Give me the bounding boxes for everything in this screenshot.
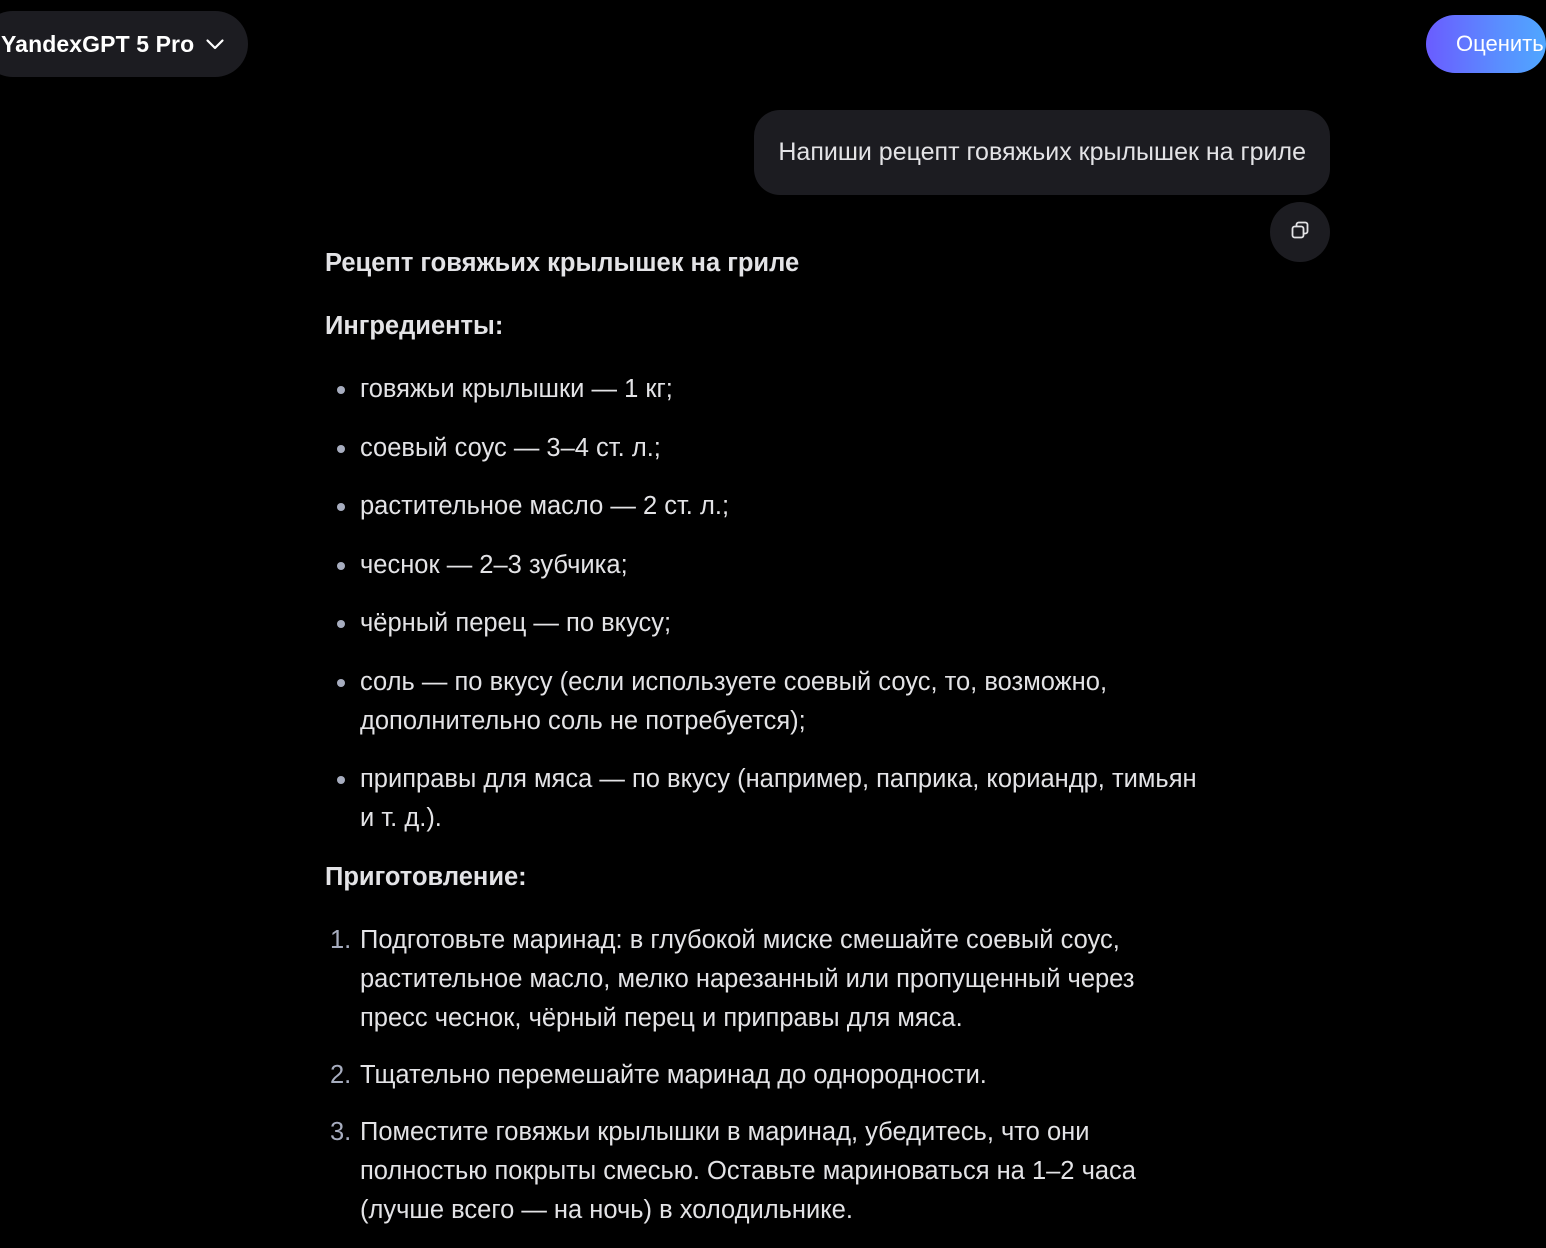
bullet-icon bbox=[337, 776, 345, 784]
bullet-icon bbox=[337, 503, 345, 511]
step-number: 3. bbox=[330, 1117, 352, 1146]
copy-icon bbox=[1290, 220, 1310, 245]
chevron-down-icon bbox=[205, 34, 225, 54]
list-item: приправы для мяса — по вкусу (например, паприка, кориандр, тимьян и т. д.). bbox=[325, 760, 1205, 838]
step-number: 1. bbox=[330, 925, 352, 954]
list-item bbox=[325, 921, 1205, 1038]
bullet-icon bbox=[337, 620, 345, 628]
bullet-icon bbox=[337, 679, 345, 687]
list-item: говяжьи крылышки — 1 кг; bbox=[325, 370, 1205, 409]
ingredients-list bbox=[325, 370, 1205, 838]
step-text: Поместите говяжьи крылышки в маринад, убедитесь, что они полностью покрыты смесью. Оставьте мариноваться на 1–2 часа (лучше всего — на ночь) в холодильнике. bbox=[360, 1117, 1136, 1224]
model-name: YandexGPT 5 Pro bbox=[1, 30, 195, 57]
response-title: Рецепт говяжьих крылышек на гриле bbox=[325, 249, 800, 277]
list-item: чеснок — 2–3 зубчика; bbox=[325, 546, 1205, 585]
list-item: растительное масло — 2 ст. л.; bbox=[325, 487, 1205, 526]
user-message-bubble bbox=[754, 110, 1330, 195]
ingredients-heading: Ингредиенты: bbox=[325, 312, 504, 340]
assistant-response bbox=[325, 244, 1205, 1248]
copy-message-button[interactable] bbox=[1270, 202, 1330, 262]
model-selector-button[interactable] bbox=[0, 11, 248, 77]
bullet-icon bbox=[337, 562, 345, 570]
top-right-action-label: Оценить bbox=[1456, 31, 1544, 56]
list-item bbox=[325, 1113, 1205, 1230]
user-message-text: Напиши рецепт говяжьих крылышек на гриле bbox=[778, 138, 1306, 166]
list-item: соль — по вкусу (если используете соевый соус, то, возможно, дополнительно соль не потребуется); bbox=[325, 663, 1205, 741]
list-item: соевый соус — 3–4 ст. л.; bbox=[325, 429, 1205, 468]
step-number: 2. bbox=[330, 1060, 352, 1089]
steps-heading: Приготовление: bbox=[325, 862, 527, 891]
bullet-icon bbox=[337, 445, 345, 453]
list-item bbox=[325, 1056, 1205, 1095]
steps-list bbox=[325, 921, 1205, 1230]
list-item: чёрный перец — по вкусу; bbox=[325, 604, 1205, 643]
bullet-icon bbox=[337, 386, 345, 394]
step-text: Тщательно перемешайте маринад до однородности. bbox=[360, 1060, 987, 1089]
step-text: Подготовьте маринад: в глубокой миске смешайте соевый соус, растительное масло, мелко нарезанный или пропущенный через пресс чеснок, чёрный перец и приправы для мяса. bbox=[360, 925, 1135, 1032]
top-right-action-button[interactable] bbox=[1426, 15, 1546, 73]
